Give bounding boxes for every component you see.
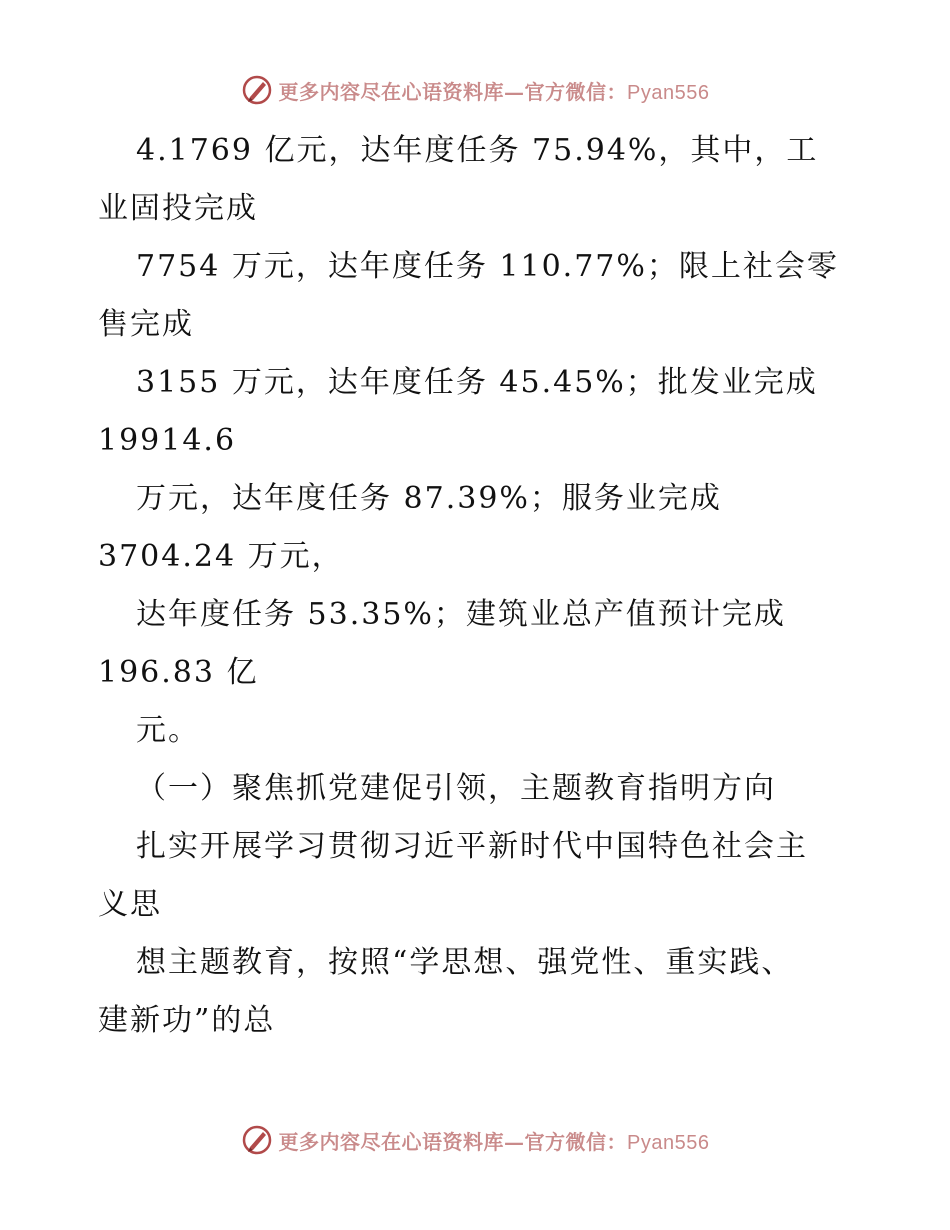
text-line: 3704.24 万元， [98, 539, 344, 574]
text-line: 万元，达年度任务 87.39%；服务业完成 [136, 481, 722, 516]
text-line: 3155 万元，达年度任务 45.45%；批发业完成 [136, 365, 818, 400]
watermark-text [279, 76, 710, 105]
watermark-footer [0, 1120, 950, 1160]
text-line: 建新功”的总 [98, 1003, 276, 1038]
watermark-wechat-id: Pyan556 [627, 1131, 710, 1154]
text-line: 元。 [136, 713, 200, 748]
text-line: 业固投完成 [98, 191, 258, 226]
watermark-wechat-id: Pyan556 [627, 81, 710, 104]
text-line: 义思 [98, 887, 162, 922]
text-line: 19914.6 [98, 423, 237, 458]
text-line: 想主题教育，按照“学思想、强党性、重实践、 [136, 945, 794, 980]
watermark-cn-text: 更多内容尽在心语资料库—官方微信： [278, 79, 628, 104]
text-line: 4.1769 亿元，达年度任务 75.94%，其中，工 [136, 133, 819, 168]
text-line: （一）聚焦抓党建促引领，主题教育指明方向 [136, 771, 776, 806]
text-line: 达年度任务 53.35%；建筑业总产值预计完成 [136, 597, 786, 632]
watermark-cn-text: 更多内容尽在心语资料库—官方微信： [278, 1129, 628, 1154]
watermark-header [0, 70, 950, 110]
pen-logo-icon [241, 74, 273, 106]
text-line: 售完成 [98, 307, 194, 342]
document-body [98, 122, 878, 1050]
pen-logo-icon [241, 1124, 273, 1156]
text-line: 扎实开展学习贯彻习近平新时代中国特色社会主 [136, 829, 808, 864]
text-line: 7754 万元，达年度任务 110.77%；限上社会零 [136, 249, 839, 284]
text-line: 196.83 亿 [98, 655, 259, 690]
watermark-text [279, 1126, 710, 1155]
